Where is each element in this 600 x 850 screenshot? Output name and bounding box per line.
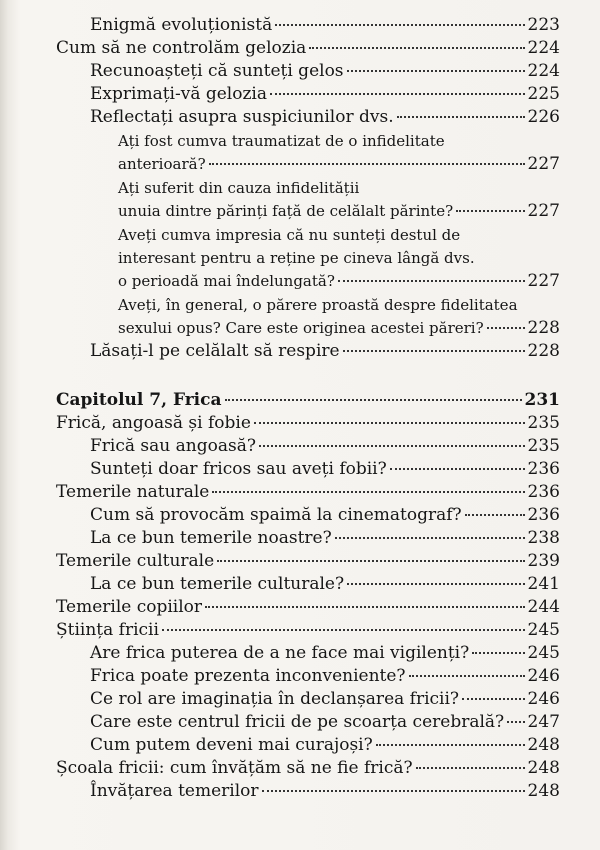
dot-leader [225, 399, 522, 401]
toc-entry-line [90, 60, 560, 83]
toc-page-number: 235 [527, 436, 560, 456]
toc-entry-continuation [0, 246, 600, 269]
table-of-contents [0, 14, 600, 803]
toc-page-number: 236 [527, 482, 560, 502]
toc-entry-line [90, 734, 560, 757]
toc-page-number: 227 [527, 271, 560, 291]
toc-entry [0, 780, 600, 803]
toc-entry-title: Cum putem deveni mai curajoși? [90, 735, 373, 755]
toc-page-number: 245 [527, 643, 560, 663]
toc-entry [0, 435, 600, 458]
toc-entry-title: Frică sau angoasă? [90, 436, 256, 456]
toc-page-number: 228 [527, 341, 560, 361]
toc-page-number: 231 [524, 390, 560, 410]
toc-entry [0, 711, 600, 734]
toc-entry [0, 619, 600, 642]
toc-entry-title: Lăsați-l pe celălalt să respire [90, 341, 340, 361]
toc-page-number: 238 [527, 528, 560, 548]
toc-entry-title: Are frica puterea de a ne face mai vigilenți? [90, 643, 470, 663]
toc-entry-line [90, 504, 560, 527]
dot-leader [217, 560, 524, 562]
toc-entry-continuation [0, 293, 600, 316]
dot-leader [487, 327, 525, 329]
dot-leader [205, 606, 525, 608]
toc-page-number: 239 [527, 551, 560, 571]
toc-entry-title: Frica poate prezenta inconveniente? [90, 666, 406, 686]
toc-entry-line [90, 665, 560, 688]
toc-page-number: 248 [527, 758, 560, 778]
dot-leader [209, 163, 525, 165]
toc-entry-title: Ce rol are imaginația în declanșarea fricii? [90, 689, 460, 709]
dot-leader [376, 744, 525, 746]
toc-entry-text: Aveți, în general, o părere proastă despre fidelitatea [118, 296, 518, 314]
toc-entry-line [56, 412, 560, 435]
toc-entry-title: Temerile naturale [56, 482, 210, 502]
toc-page-number: 225 [527, 84, 560, 104]
toc-page-number: 227 [527, 201, 560, 221]
toc-page-number: 224 [527, 38, 560, 58]
toc-entry-line [118, 199, 560, 223]
toc-entry-line [118, 152, 560, 176]
dot-leader [309, 47, 524, 49]
dot-leader [262, 790, 525, 792]
toc-entry [0, 596, 600, 619]
dot-leader [456, 210, 524, 212]
dot-leader [343, 350, 525, 352]
toc-entry-continuation [0, 176, 600, 199]
dot-leader [212, 491, 524, 493]
toc-entry-line [56, 619, 560, 642]
toc-entry-line [90, 435, 560, 458]
toc-entry-title: Cum să provocăm spaimă la cinematograf? [90, 505, 462, 525]
toc-entry [0, 458, 600, 481]
toc-entry-title: sexului opus? Care este originea acestei păreri? [118, 319, 484, 337]
toc-chapter [0, 389, 600, 412]
dot-leader [416, 767, 525, 769]
toc-entry-continuation [0, 223, 600, 246]
toc-entry [0, 37, 600, 60]
toc-entry-title: Recunoașteți că sunteți gelos [90, 61, 344, 81]
toc-entry [0, 412, 600, 435]
toc-entry-line [90, 780, 560, 803]
toc-entry [0, 340, 600, 363]
toc-entry-line [56, 757, 560, 780]
toc-entry-text: Ați suferit din cauza infidelității [118, 179, 360, 197]
toc-entry-title: o perioadă mai îndelungată? [118, 272, 335, 290]
toc-entry-line [56, 596, 560, 619]
toc-entry [0, 152, 600, 176]
toc-page-number: 236 [527, 505, 560, 525]
toc-entry [0, 734, 600, 757]
toc-page-number: 244 [527, 597, 560, 617]
toc-page-number: 224 [527, 61, 560, 81]
toc-entry-line [118, 316, 560, 340]
toc-entry-line [56, 389, 560, 412]
toc-entry-title: Enigmă evoluționistă [90, 15, 273, 35]
toc-entry-line [90, 642, 560, 665]
toc-entry-line [90, 688, 560, 711]
toc-page-number: 245 [527, 620, 560, 640]
dot-leader [335, 537, 525, 539]
dot-leader [162, 629, 525, 631]
toc-entry-title: Sunteți doar fricos sau aveți fobii? [90, 459, 387, 479]
toc-entry-title: Școala fricii: cum învățăm să ne fie frică? [56, 758, 413, 778]
toc-entry-title: Frică, angoasă și fobie [56, 413, 251, 433]
dot-leader [465, 514, 525, 516]
toc-page-number: 241 [527, 574, 560, 594]
toc-entry-line [90, 106, 560, 129]
toc-entry-line [90, 711, 560, 734]
toc-entry-title: Capitolul 7, Frica [56, 390, 222, 410]
dot-leader [338, 280, 525, 282]
toc-entry-line [56, 481, 560, 504]
toc-entry-title: unuia dintre părinți față de celălalt părinte? [118, 202, 454, 220]
toc-page-number: 248 [527, 735, 560, 755]
toc-entry-title: La ce bun temerile culturale? [90, 574, 345, 594]
toc-page-number: 236 [527, 459, 560, 479]
toc-page-number: 226 [527, 107, 560, 127]
dot-leader [347, 70, 525, 72]
dot-leader [472, 652, 524, 654]
toc-entry-title: La ce bun temerile noastre? [90, 528, 332, 548]
toc-entry [0, 269, 600, 293]
toc-entry-line [90, 527, 560, 550]
toc-page-number: 223 [527, 15, 560, 35]
toc-entry [0, 688, 600, 711]
dot-leader [254, 422, 525, 424]
toc-entry-title: anterioară? [118, 155, 206, 173]
toc-page-number: 247 [527, 712, 560, 732]
toc-entry-title: Știința fricii [56, 620, 159, 640]
toc-entry-title: Care este centrul fricii de pe scoarța cerebrală? [90, 712, 505, 732]
dot-leader [275, 24, 524, 26]
toc-entry-line [90, 83, 560, 106]
toc-entry [0, 550, 600, 573]
dot-leader [270, 93, 525, 95]
toc-entry-title: Exprimați-vă gelozia [90, 84, 267, 104]
toc-entry-text: Aveți cumva impresia că nu sunteți destul de [118, 226, 461, 244]
toc-page-number: 246 [527, 666, 560, 686]
toc-entry-line [56, 550, 560, 573]
toc-entry-line [90, 340, 560, 363]
dot-leader [390, 468, 525, 470]
toc-entry [0, 642, 600, 665]
toc-entry-line [90, 458, 560, 481]
toc-entry [0, 527, 600, 550]
toc-entry-line [90, 573, 560, 596]
toc-entry [0, 106, 600, 129]
toc-entry-line [56, 37, 560, 60]
toc-entry [0, 757, 600, 780]
toc-page-number: 246 [527, 689, 560, 709]
toc-page-number: 248 [527, 781, 560, 801]
toc-entry [0, 14, 600, 37]
toc-page-number: 228 [527, 318, 560, 338]
toc-entry [0, 573, 600, 596]
toc-entry [0, 83, 600, 106]
toc-entry-text: interesant pentru a reține pe cineva lângă dvs. [118, 249, 475, 267]
dot-leader [347, 583, 524, 585]
toc-page-number: 235 [527, 413, 560, 433]
dot-leader [397, 116, 525, 118]
toc-entry-title: Reflectați asupra suspiciunilor dvs. [90, 107, 394, 127]
toc-entry-title: Învățarea temerilor [90, 781, 259, 801]
toc-page-number: 227 [527, 154, 560, 174]
toc-entry-text: Ați fost cumva traumatizat de o infidelitate [118, 132, 445, 150]
toc-entry [0, 60, 600, 83]
toc-entry-title: Cum să ne controlăm gelozia [56, 38, 307, 58]
toc-entry-continuation [0, 129, 600, 152]
toc-entry-line [90, 14, 560, 37]
toc-entry [0, 316, 600, 340]
toc-entry [0, 199, 600, 223]
toc-entry [0, 665, 600, 688]
dot-leader [259, 445, 525, 447]
toc-entry-title: Temerile culturale [56, 551, 215, 571]
dot-leader [462, 698, 525, 700]
dot-leader [507, 721, 524, 723]
toc-entry [0, 481, 600, 504]
toc-entry-title: Temerile copiilor [56, 597, 203, 617]
toc-entry [0, 504, 600, 527]
toc-entry-line [118, 269, 560, 293]
dot-leader [409, 675, 525, 677]
